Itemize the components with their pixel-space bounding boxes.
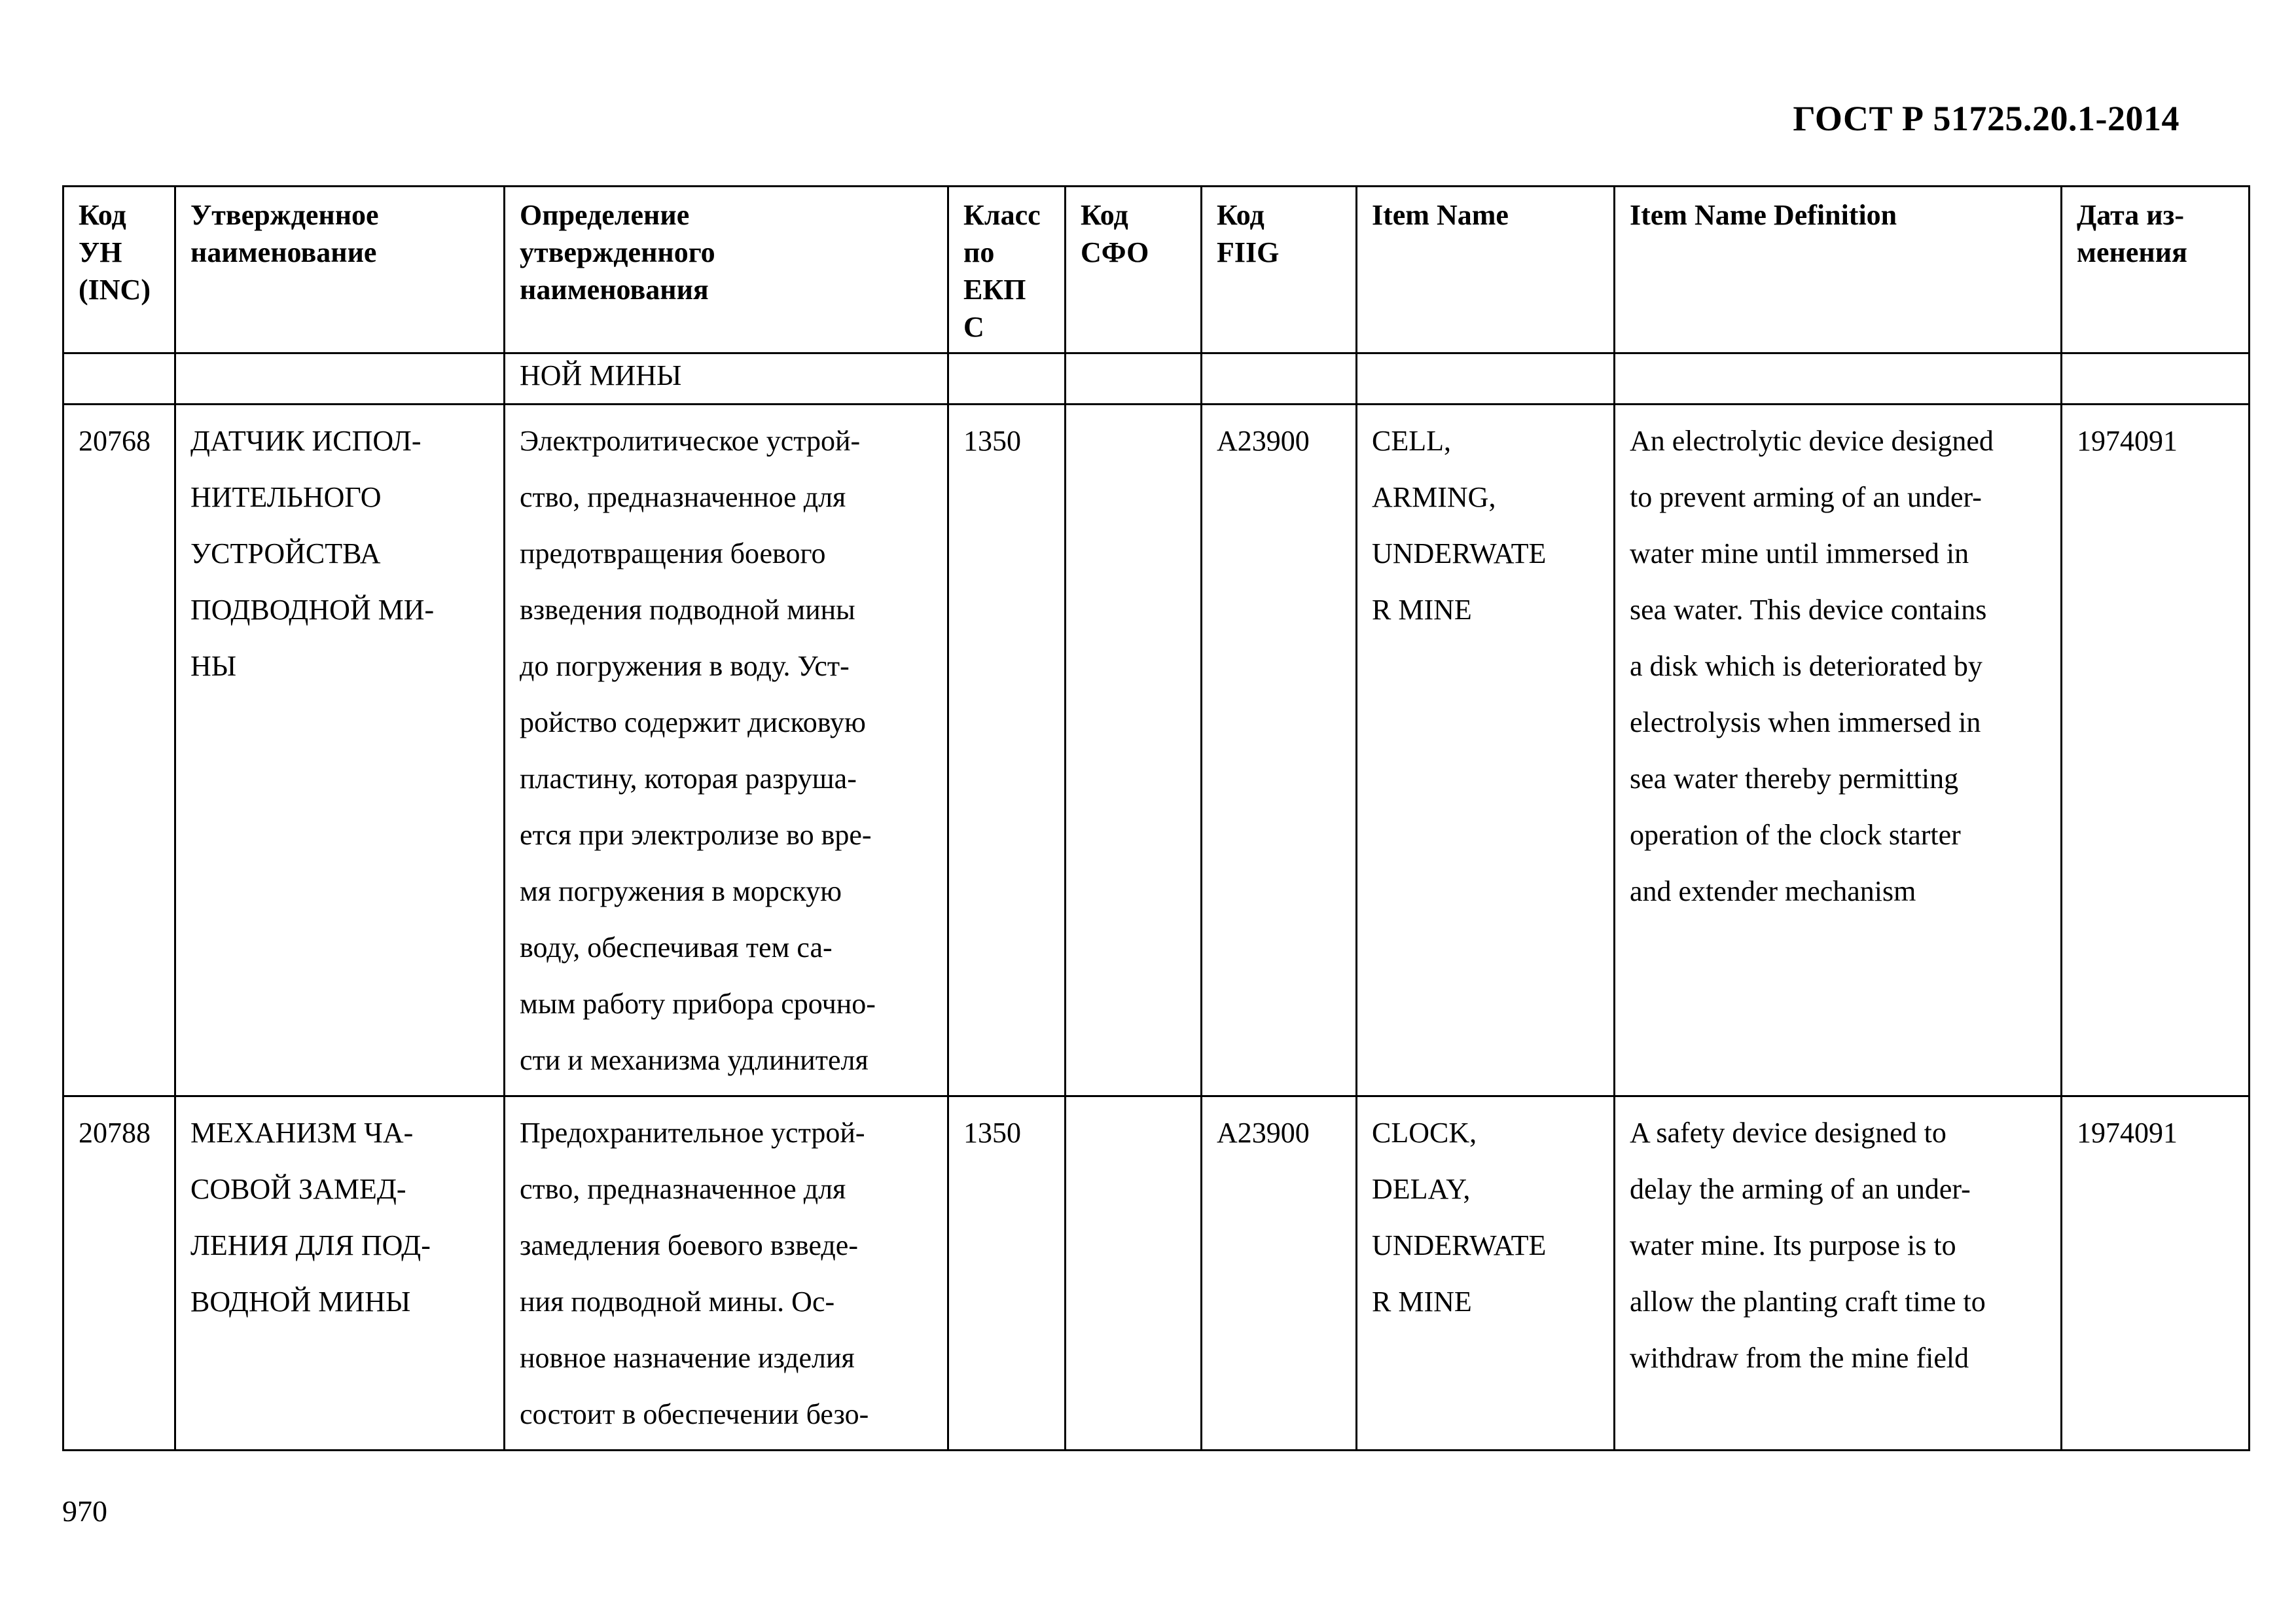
cell-inc [63, 405, 175, 1096]
cell-text-line: предотвращения боевого [520, 537, 826, 569]
cell-text-line: ство, предназначенное для [520, 481, 846, 513]
cell-text-line: operation of the clock starter [1630, 819, 1961, 851]
cell-text-line: СОВОЙ ЗАМЕД- [190, 1173, 406, 1205]
cell-value: A23900 [1217, 425, 1310, 457]
header-inc [63, 187, 175, 353]
header-class [948, 187, 1066, 353]
cell-text-line: воду, обеспечивая тем са- [520, 931, 833, 964]
cell-text-line: R MINE [1372, 1286, 1472, 1318]
cell-value: 20788 [79, 1117, 151, 1149]
cell-text-line: UNDERWATE [1372, 537, 1547, 569]
cell-class [948, 353, 1066, 405]
cell-item-definition [1615, 353, 2062, 405]
cell-text-line: ройство содержит дисковую [520, 706, 866, 738]
cell-text-line: новное назначение изделия [520, 1342, 855, 1374]
cell-inc [63, 353, 175, 405]
cell-approved-name [175, 405, 505, 1096]
cell-sfo [1066, 405, 1202, 1096]
continuation-row [63, 353, 2250, 405]
header-line: FIIG [1217, 236, 1280, 268]
cell-sfo [1066, 1096, 1202, 1451]
cell-text-line: МЕХАНИЗМ ЧА- [190, 1117, 414, 1149]
header-line: Item Name [1372, 199, 1509, 231]
cell-text-line: до погружения в воду. Уст- [520, 650, 850, 682]
cell-text-line: мя погружения в морскую [520, 875, 842, 907]
cell-item-name [1357, 405, 1615, 1096]
cell-text-line: CELL, [1372, 425, 1451, 457]
cell-text-line: ется при электролизе во вре- [520, 819, 872, 851]
cell-text-line: Электролитическое устрой- [520, 425, 861, 457]
cell-text-line: UNDERWATE [1372, 1229, 1547, 1261]
cell-date [2062, 1096, 2250, 1451]
cell-text-line: An electrolytic device designed [1630, 425, 1994, 457]
header-line: С [963, 311, 984, 343]
cell-text-line: withdraw from the mine field [1630, 1342, 1969, 1374]
cell-text-line: ARMING, [1372, 481, 1496, 513]
header-line: Код [79, 199, 126, 231]
cell-item-name [1357, 1096, 1615, 1451]
cell-text-line: delay the arming of an under- [1630, 1173, 1971, 1205]
cell-class [948, 1096, 1066, 1451]
cell-value: 1974091 [2077, 425, 2178, 457]
header-row [63, 187, 2250, 353]
cell-text-line: a disk which is deteriorated by [1630, 650, 1982, 682]
cell-text-line: состоит в обеспечении безо- [520, 1398, 869, 1430]
definition-fragment: НОЙ МИНЫ [520, 359, 682, 391]
cell-value: 1974091 [2077, 1117, 2178, 1149]
header-line: по [963, 236, 995, 268]
header-line: Код [1217, 199, 1265, 231]
table-row [63, 405, 2250, 1096]
cell-text-line: ДАТЧИК ИСПОЛ- [190, 425, 422, 457]
header-date [2062, 187, 2250, 353]
cell-text-line: НЫ [190, 650, 237, 682]
header-line: наименование [190, 236, 377, 268]
cell-text-line: water mine. Its purpose is to [1630, 1229, 1956, 1261]
cell-text-line: замедления боевого взведе- [520, 1229, 858, 1261]
cell-text-line: ПОДВОДНОЙ МИ- [190, 594, 435, 626]
table-header [63, 187, 2250, 353]
table-row [63, 1096, 2250, 1451]
cell-text-line: мым работу прибора срочно- [520, 988, 876, 1020]
cell-item-definition [1615, 405, 2062, 1096]
cell-text-line: ния подводной мины. Ос- [520, 1286, 835, 1318]
cell-approved-name [175, 353, 505, 405]
cell-text-line: взведения подводной мины [520, 594, 855, 626]
cell-item-name [1357, 353, 1615, 405]
header-item-name [1357, 187, 1615, 353]
cell-definition [505, 1096, 948, 1451]
cell-text-line: sea water. This device contains [1630, 594, 1987, 626]
cell-text-line: DELAY, [1372, 1173, 1471, 1205]
header-sfo [1066, 187, 1202, 353]
header-line: Дата из- [2077, 199, 2184, 231]
cell-text-line: НИТЕЛЬНОГО [190, 481, 382, 513]
header-line: УН [79, 236, 122, 268]
header-line: Утвержденное [190, 199, 379, 231]
header-line: Код [1081, 199, 1128, 231]
cell-text-line: CLOCK, [1372, 1117, 1477, 1149]
cell-text-line: and extender mechanism [1630, 875, 1916, 907]
cell-text-line: ЛЕНИЯ ДЛЯ ПОД- [190, 1229, 431, 1261]
cell-date [2062, 353, 2250, 405]
header-line: менения [2077, 236, 2187, 268]
header-line: СФО [1081, 236, 1149, 268]
item-name-catalog-table [62, 185, 2250, 1451]
header-line: ЕКП [963, 274, 1026, 306]
cell-item-definition [1615, 1096, 2062, 1451]
cell-text-line: R MINE [1372, 594, 1472, 626]
cell-text-line: electrolysis when immersed in [1630, 706, 1981, 738]
cell-class [948, 405, 1066, 1096]
page-number: 970 [62, 1494, 107, 1528]
cell-text-line: water mine until immersed in [1630, 537, 1969, 569]
cell-value: 1350 [963, 425, 1021, 457]
cell-definition [505, 353, 948, 405]
cell-text-line: allow the planting craft time to [1630, 1286, 1986, 1318]
cell-text-line: A safety device designed to [1630, 1117, 1946, 1149]
cell-sfo [1066, 353, 1202, 405]
header-fiig [1202, 187, 1357, 353]
cell-text-line: ВОДНОЙ МИНЫ [190, 1286, 411, 1318]
cell-text-line: to prevent arming of an under- [1630, 481, 1982, 513]
header-line: (INC) [79, 274, 151, 306]
header-definition [505, 187, 948, 353]
cell-value: 20768 [79, 425, 151, 457]
document-designation: ГОСТ Р 51725.20.1-2014 [1793, 99, 2179, 138]
cell-text-line: Предохранительное устрой- [520, 1117, 865, 1149]
cell-definition [505, 405, 948, 1096]
cell-value: 1350 [963, 1117, 1021, 1149]
cell-inc [63, 1096, 175, 1451]
header-line: Класс [963, 199, 1041, 231]
cell-text-line: sea water thereby permitting [1630, 763, 1959, 795]
cell-fiig [1202, 1096, 1357, 1451]
cell-fiig [1202, 405, 1357, 1096]
cell-approved-name [175, 1096, 505, 1451]
cell-date [2062, 405, 2250, 1096]
table-body [63, 353, 2250, 1451]
header-line: утвержденного [520, 236, 715, 268]
header-line: Item Name Definition [1630, 199, 1897, 231]
cell-fiig [1202, 353, 1357, 405]
header-line: Определение [520, 199, 690, 231]
header-item-definition [1615, 187, 2062, 353]
cell-value: A23900 [1217, 1117, 1310, 1149]
header-approved-name [175, 187, 505, 353]
cell-text-line: УСТРОЙСТВА [190, 537, 381, 569]
cell-text-line: пластину, которая разруша- [520, 763, 857, 795]
header-line: наименования [520, 274, 709, 306]
cell-text-line: сти и механизма удлинителя [520, 1044, 869, 1076]
cell-text-line: ство, предназначенное для [520, 1173, 846, 1205]
